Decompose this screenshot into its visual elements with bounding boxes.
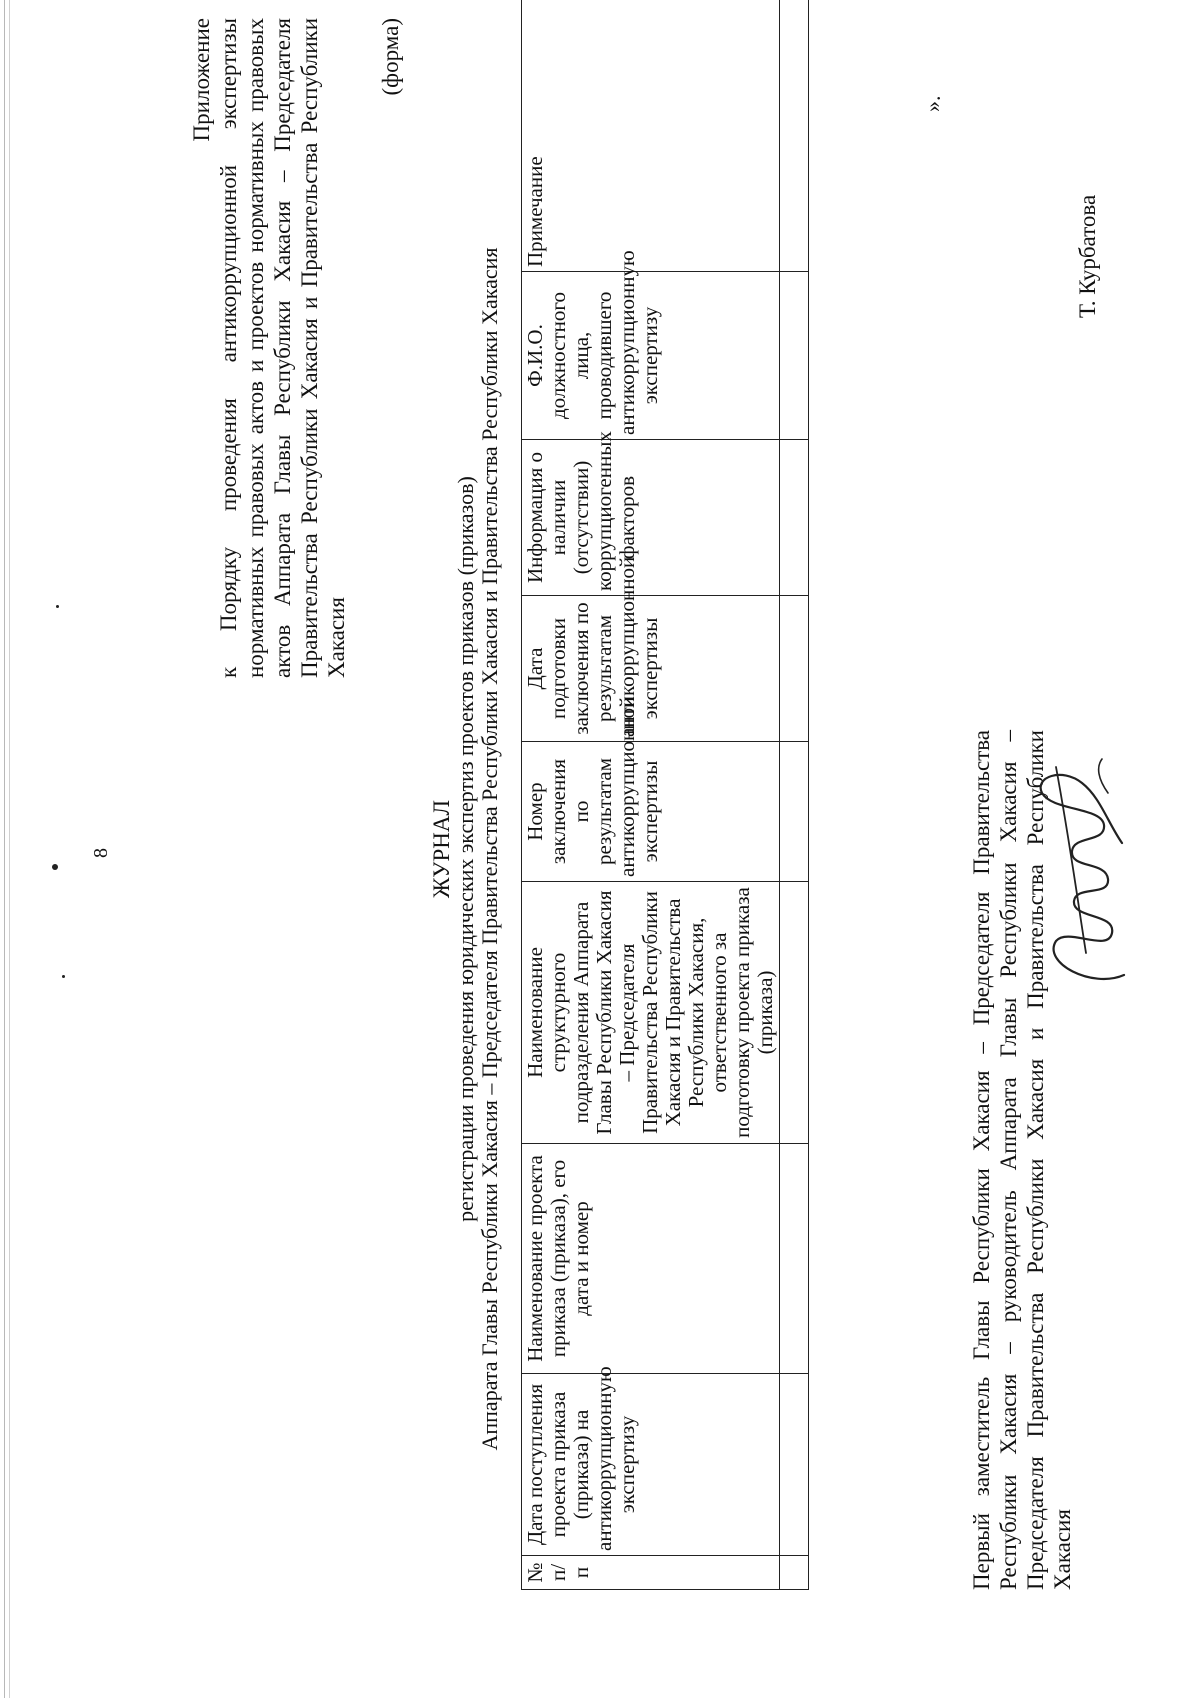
column-header: Номер заключения по результатам антикоррупционной экспертизы: [522, 742, 780, 882]
signer-name: Т. Курбатова: [1075, 194, 1100, 318]
column-header: Примечание: [522, 0, 780, 272]
signer-position: Первый заместитель Главы Республики Хакасия – Председателя Правительства Республики Хакасия – руководитель Аппарата Главы Республики Хакасия – Председателя Правительства Республики Хакасия и Правительства Республики Хакасия: [969, 730, 1075, 1590]
appendix-title: Приложение: [189, 18, 214, 142]
handwritten-signature: [1012, 753, 1142, 993]
table-cell: [780, 1144, 809, 1374]
scan-speck: [56, 605, 59, 608]
journal-title: ЖУРНАЛ: [429, 799, 454, 899]
form-label: (форма): [378, 18, 403, 96]
closing-quote: ».: [920, 95, 945, 112]
registry-table: [521, 0, 809, 1590]
column-header: Дата поступления проекта приказа (приказа) на антикоррупционную экспертизу: [522, 1374, 780, 1556]
page-number: 8: [90, 848, 112, 858]
column-header: Наименование проекта приказа (приказа), его дата и номер: [522, 1144, 780, 1374]
table-cell: [780, 272, 809, 440]
journal-subtitle: регистрации проведения юридических экспертиз проектов приказов (приказов): [453, 476, 478, 1222]
column-header: Ф.И.О. должностного лица, проводившего антикоррупционную экспертизу: [522, 272, 780, 440]
scan-speck: [62, 975, 65, 978]
appendix-text: к Порядку проведения антикоррупционной экспертизы нормативных правовых актов и проектов нормативных правовых актов Аппарата Главы Республики Хакасия – Председателя Правительства Республики Хакасия и Правительства Республики Хакасия: [216, 18, 349, 678]
journal-subtitle: Аппарата Главы Республики Хакасия – Председателя Правительства Республики Хакасия и Правительства Республики Хакасия: [477, 247, 502, 1451]
appendix-block: [188, 18, 404, 678]
table-cell: [780, 440, 809, 596]
table-cell: [780, 882, 809, 1144]
column-header: Наименование структурного подразделения Аппарата Главы Республики Хакасия – Председателя Правительства Республики Хакасия и Правительства Республики Хакасия, ответственного за подготовку проекта приказа (приказа): [522, 882, 780, 1144]
table-cell: [780, 0, 809, 272]
journal-heading: [430, 0, 502, 1698]
table-cell: [780, 742, 809, 882]
table-cell: [780, 1374, 809, 1556]
table-cell: [780, 1556, 809, 1590]
column-header: Дата подготовки заключения по результатам антикоррупционной экспертизы: [522, 596, 780, 742]
table-cell: [780, 596, 809, 742]
column-header: № п/п: [522, 1556, 780, 1590]
table-header-row: [522, 0, 780, 1590]
column-header: Информация о наличии (отсутствии) коррупциогенных факторов: [522, 440, 780, 596]
scan-speck: [52, 864, 58, 870]
table-row: [780, 0, 809, 1590]
